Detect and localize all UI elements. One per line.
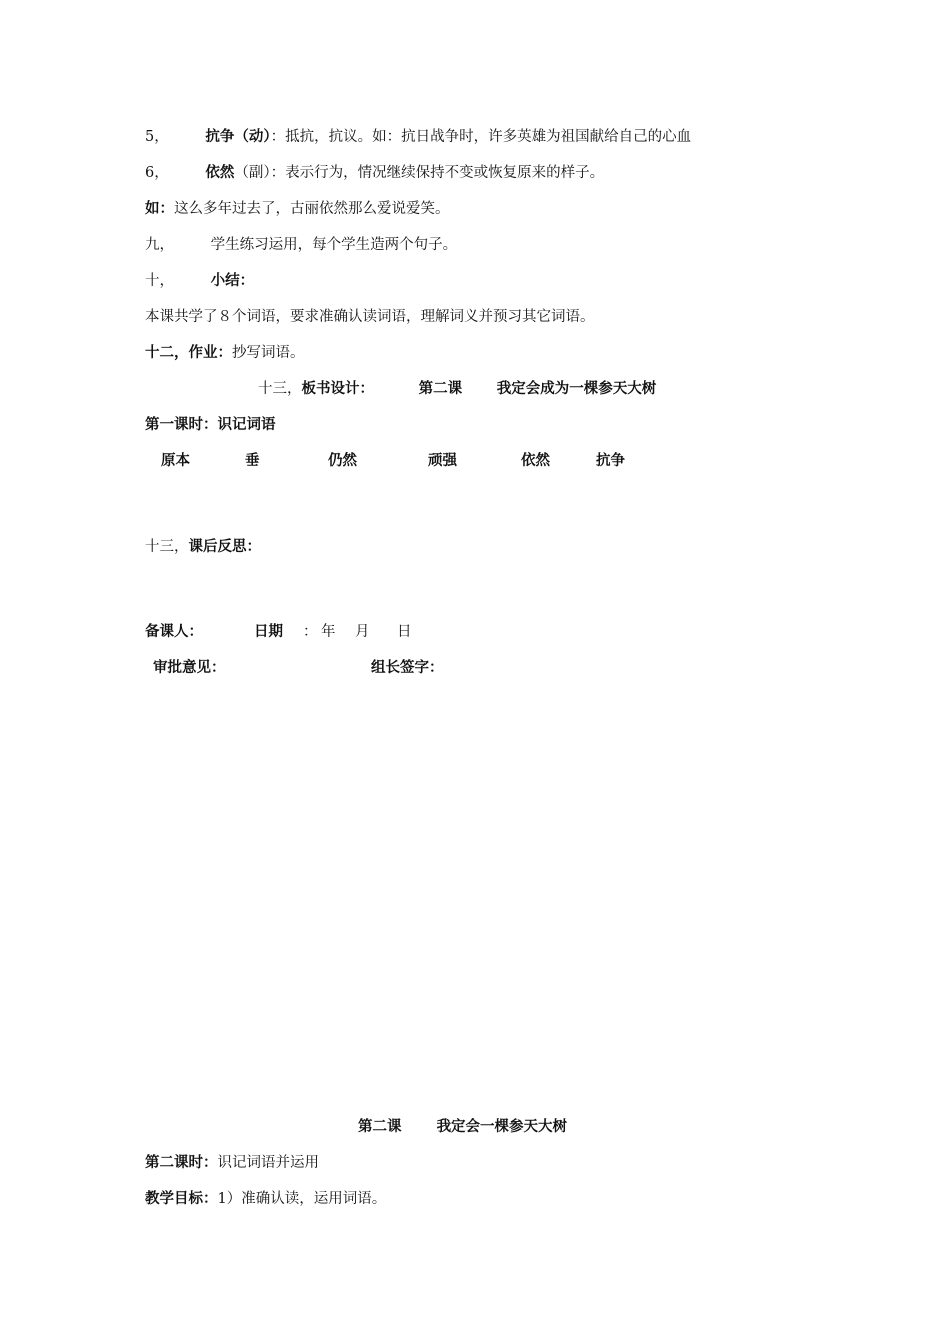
date-colon: ： [303, 624, 318, 640]
objectives-text: 1）准确认读，运用词语。 [217, 1191, 387, 1207]
date-label: 日期 [254, 624, 283, 640]
reflection-label: 课后反思： [188, 539, 261, 555]
teaching-objectives [145, 1188, 386, 1210]
section-12 [145, 342, 305, 364]
summary-text: 本课共学了８个词语，要求准确认读词语，理解词义并预习其它词语。 [145, 309, 595, 325]
lesson-2-heading [358, 1116, 567, 1138]
homework-text: 抄写词语。 [232, 345, 305, 361]
second-period [145, 1152, 319, 1174]
section-10 [145, 270, 254, 292]
first-period-heading: 第一课时：识记词语 [145, 417, 276, 433]
item-number: 5， [145, 129, 169, 145]
date-year: 年 [321, 624, 336, 640]
lesson-number: 第二课 [358, 1119, 402, 1135]
preparer-label: 备课人： [145, 624, 203, 640]
item-6 [145, 162, 604, 184]
board-design [258, 378, 656, 400]
date-month: 月 [355, 624, 370, 640]
second-period-text: 识记词语并运用 [217, 1155, 319, 1171]
definition: ：抵抗，抗议。如：抗日战争时，许多英雄为祖国献给自己的心血 [270, 129, 692, 145]
second-period-label: 第二课时： [145, 1155, 218, 1171]
homework-label: 十二，作业： [145, 345, 232, 361]
leader-signature-label: 组长签字： [371, 660, 444, 676]
term: 依然 [205, 165, 235, 181]
section-9 [145, 234, 457, 256]
word-5: 依然 [521, 453, 550, 469]
board-title: 我定会成为一棵参天大树 [496, 381, 657, 397]
example-text: 这么多年过去了，古丽依然那么爱说爱笑。 [174, 201, 450, 217]
example-label: 如： [145, 201, 174, 217]
section-number: 九， [145, 237, 174, 253]
approval-opinion-label: 审批意见： [153, 660, 226, 676]
section-number: 十， [145, 273, 174, 289]
item-5 [145, 126, 691, 148]
section-text: 学生练习运用，每个学生造两个句子。 [210, 237, 458, 253]
reflection-heading [145, 536, 261, 558]
objectives-label: 教学目标： [145, 1191, 218, 1207]
word-3: 仍然 [328, 453, 357, 469]
reflection-prefix: 十三， [145, 539, 189, 555]
word-1: 原本 [161, 453, 190, 469]
example-sentence [145, 198, 450, 220]
definition: ：表示行为，情况继续保持不变或恢复原来的样子。 [270, 165, 605, 181]
word-2: 垂 [245, 453, 260, 469]
date-day: 日 [397, 624, 412, 640]
board-lesson: 第二课 [418, 381, 463, 397]
board-label: 板书设计： [301, 381, 374, 397]
section-text: 小结： [210, 273, 255, 289]
part-of-speech: （副） [234, 165, 271, 181]
lesson-title: 我定会一棵参天大树 [436, 1119, 568, 1135]
board-prefix: 十三， [258, 381, 302, 397]
word-6: 抗争 [596, 453, 625, 469]
item-number: 6， [145, 165, 169, 181]
term: 抗争（动） [205, 129, 271, 145]
word-4: 顽强 [428, 453, 457, 469]
